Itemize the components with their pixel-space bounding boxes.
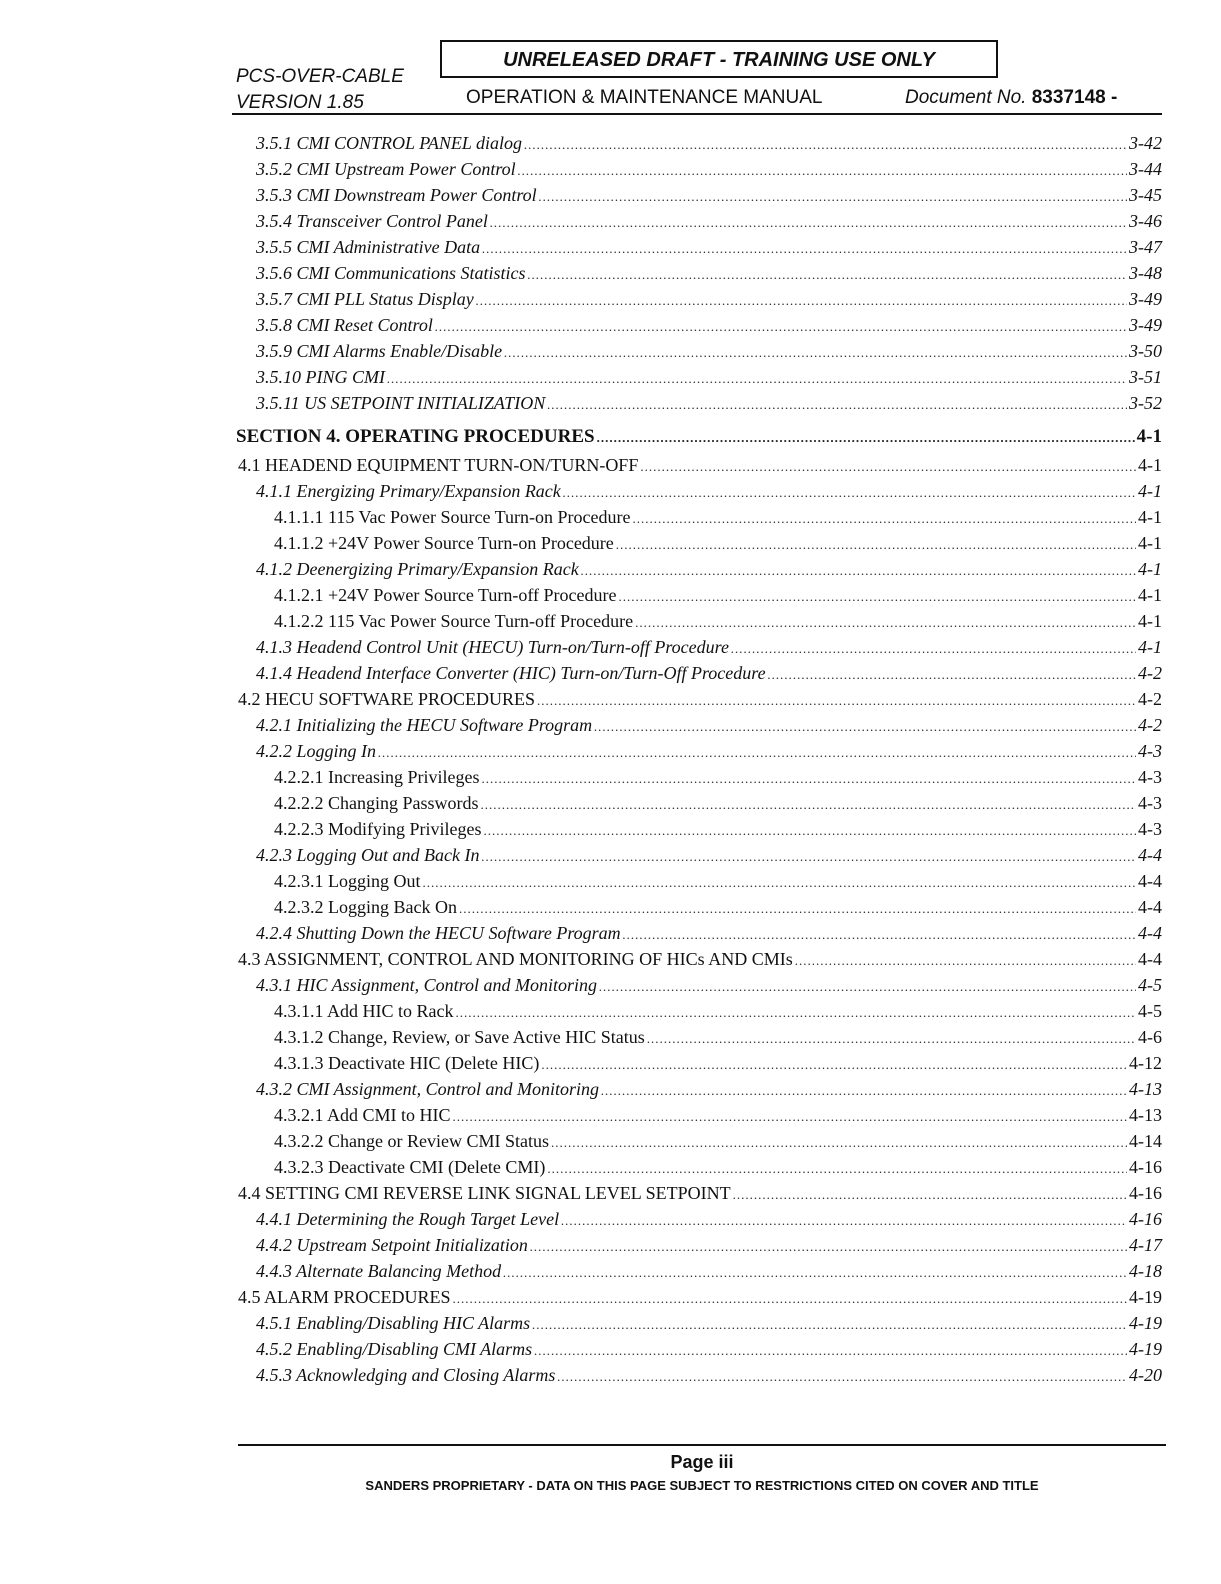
toc-entry-title: 4.1.4 Headend Interface Converter (HIC) Turn-on/Turn-Off Procedure [256,663,766,683]
draft-notice-box: UNRELEASED DRAFT - TRAINING USE ONLY [440,40,998,78]
toc-entry[interactable] [232,390,1162,416]
toc-dot-leader [557,1364,1127,1390]
toc-entry[interactable] [232,452,1162,478]
toc-dot-leader [537,688,1136,714]
toc-dot-leader [539,184,1127,210]
page-number: Page iii [670,1452,734,1472]
toc-entry-title: 3.5.11 US SETPOINT INITIALIZATION [256,393,546,413]
toc-dot-leader [597,423,1135,453]
toc-entry-title: 4.3.2.1 Add CMI to HIC [274,1105,451,1125]
toc-entry-title: 4.3.1.3 Deactivate HIC (Delete HIC) [274,1053,540,1073]
toc-entry-title: 4.3.2.3 Deactivate CMI (Delete CMI) [274,1157,546,1177]
toc-dot-leader [387,366,1127,392]
toc-entry-page: 3-49 [1129,289,1162,309]
toc-entry-page: 4-16 [1129,1183,1162,1203]
toc-entry[interactable] [232,1180,1162,1206]
toc-entry[interactable] [232,364,1162,390]
toc-entry-title: 4.4.3 Alternate Balancing Method [256,1261,502,1281]
document-number-block [905,87,1117,109]
toc-entry-page: 4-1 [1136,426,1162,447]
toc-entry-title: 3.5.6 CMI Communications Statistics [256,263,526,283]
toc-entry-page: 3-45 [1129,185,1162,205]
toc-entry-page: 4-5 [1138,1001,1162,1021]
toc-dot-leader [594,714,1136,740]
toc-entry-page: 4-2 [1138,663,1162,683]
toc-entry[interactable] [232,608,1162,634]
toc-dot-leader [547,392,1127,418]
toc-dot-leader [616,532,1136,558]
toc-dot-leader [623,922,1136,948]
toc-entry-page: 4-2 [1138,689,1162,709]
toc-dot-leader [484,818,1137,844]
toc-entry-page: 4-1 [1138,533,1162,553]
toc-entry[interactable] [232,1076,1162,1102]
toc-entry-title: 4.1.1 Energizing Primary/Expansion Rack [256,481,561,501]
toc-dot-leader [581,558,1136,584]
toc-dot-leader [503,1260,1127,1286]
toc-entry[interactable] [232,686,1162,712]
toc-entry[interactable] [232,1154,1162,1180]
toc-entry[interactable] [232,312,1162,338]
toc-entry[interactable] [232,1024,1162,1050]
toc-entry[interactable] [232,1050,1162,1076]
toc-dot-leader [601,1078,1127,1104]
toc-entry-page: 4-19 [1129,1313,1162,1333]
toc-entry[interactable] [232,286,1162,312]
toc-dot-leader [618,584,1136,610]
toc-entry[interactable] [232,946,1162,972]
toc-entry[interactable] [232,1258,1162,1284]
toc-entry-title: 4.1.2 Deenergizing Primary/Expansion Rack [256,559,579,579]
toc-entry-title: 4.1.1.2 +24V Power Source Turn-on Procedure [274,533,614,553]
toc-entry-title: 4.1.2.2 115 Vac Power Source Turn-off Procedure [274,611,634,631]
toc-entry[interactable] [232,764,1162,790]
toc-entry[interactable] [232,1336,1162,1362]
toc-entry-title: 4.2.2.2 Changing Passwords [274,793,479,813]
toc-entry[interactable] [232,1102,1162,1128]
toc-entry-page: 4-14 [1129,1131,1162,1151]
toc-entry-title: 4.2.2.3 Modifying Privileges [274,819,482,839]
toc-entry[interactable] [232,1284,1162,1310]
toc-entry-page: 4-1 [1138,585,1162,605]
proprietary-notice: SANDERS PROPRIETARY - DATA ON THIS PAGE SUBJECT TO RESTRICTIONS CITED ON COVER AND TITLE [365,1478,1039,1493]
toc-entry-page: 4-19 [1129,1339,1162,1359]
toc-entry-page: 4-13 [1129,1105,1162,1125]
toc-entry[interactable] [232,556,1162,582]
toc-entry[interactable] [232,1310,1162,1336]
toc-entry-page: 4-19 [1129,1287,1162,1307]
toc-dot-leader [456,1000,1137,1026]
toc-entry-title: 4.1.2.1 +24V Power Source Turn-off Procedure [274,585,617,605]
toc-entry[interactable] [232,634,1162,660]
toc-entry-title: 4.3.2 CMI Assignment, Control and Monitoring [256,1079,600,1099]
toc-entry-title: 4.2.4 Shutting Down the HECU Software Program [256,923,621,943]
toc-dot-leader [647,1026,1136,1052]
toc-entry-title: 4.2.2.1 Increasing Privileges [274,767,480,787]
header-divider [232,113,1162,115]
toc-entry-page: 4-4 [1138,897,1162,917]
toc-dot-leader [534,1338,1127,1364]
toc-dot-leader [547,1156,1127,1182]
toc-dot-leader [530,1234,1127,1260]
toc-dot-leader [453,1286,1127,1312]
toc-dot-leader [476,288,1127,314]
toc-entry-page: 4-20 [1129,1365,1162,1385]
toc-entry-page: 3-48 [1129,263,1162,283]
toc-entry-title: 3.5.9 CMI Alarms Enable/Disable [256,341,503,361]
toc-entry-page: 4-3 [1138,793,1162,813]
toc-dot-leader [731,636,1136,662]
document-number: 8337148 - [1031,87,1118,108]
toc-dot-leader [768,662,1136,688]
toc-entry-page: 3-44 [1129,159,1162,179]
toc-entry-page: 3-50 [1129,341,1162,361]
toc-entry-page: 4-17 [1129,1235,1162,1255]
toc-dot-leader [435,314,1127,340]
toc-entry[interactable] [232,712,1162,738]
toc-entry-page: 4-1 [1138,481,1162,501]
toc-entry-page: 4-2 [1138,715,1162,735]
toc-dot-leader [632,506,1136,532]
toc-entry-page: 3-52 [1129,393,1162,413]
toc-entry-title: 4.5.3 Acknowledging and Closing Alarms [256,1365,556,1385]
toc-entry[interactable] [232,478,1162,504]
toc-entry-title: 4.1.3 Headend Control Unit (HECU) Turn-on/Turn-off Procedure [256,637,729,657]
toc-dot-leader [532,1312,1127,1338]
toc-entry-page: 3-42 [1129,133,1162,153]
toc-entry[interactable] [232,842,1162,868]
product-name: PCS-OVER-CABLE [236,66,404,87]
toc-entry-title: 4.4.1 Determining the Rough Target Level [256,1209,560,1229]
toc-dot-leader [733,1182,1127,1208]
toc-entry-page: 3-47 [1129,237,1162,257]
toc-entry-title: 4.5.1 Enabling/Disabling HIC Alarms [256,1313,531,1333]
toc-dot-leader [490,210,1127,236]
toc-entry-page: 4-4 [1138,923,1162,943]
toc-dot-leader [795,948,1136,974]
toc-entry[interactable] [232,1232,1162,1258]
toc-entry-page: 4-16 [1129,1209,1162,1229]
toc-dot-leader [599,974,1136,1000]
toc-entry-page: 4-16 [1129,1157,1162,1177]
toc-entry-page: 4-1 [1138,637,1162,657]
toc-entry-page: 4-3 [1138,741,1162,761]
toc-entry-title: 4.2.1 Initializing the HECU Software Program [256,715,593,735]
toc-entry[interactable] [232,182,1162,208]
toc-entry[interactable] [232,920,1162,946]
toc-entry-page: 4-12 [1129,1053,1162,1073]
toc-entry-title: 4.2.2 Logging In [256,741,377,761]
toc-dot-leader [551,1130,1127,1156]
toc-entry-title: 4.4 SETTING CMI REVERSE LINK SIGNAL LEVEL SETPOINT [238,1183,731,1203]
toc-dot-leader [635,610,1136,636]
toc-dot-leader [378,740,1136,766]
toc-entry-page: 3-49 [1129,315,1162,335]
toc-entry-page: 4-1 [1138,559,1162,579]
toc-entry[interactable] [232,998,1162,1024]
toc-entry-title: 4.3.2.2 Change or Review CMI Status [274,1131,549,1151]
toc-entry-title: 3.5.8 CMI Reset Control [256,315,433,335]
toc-entry[interactable] [232,972,1162,998]
toc-entry[interactable] [232,790,1162,816]
toc-entry-page: 4-5 [1138,975,1162,995]
toc-entry[interactable] [232,894,1162,920]
toc-entry-title: 3.5.10 PING CMI [256,367,385,387]
header-product-block [236,64,404,116]
toc-entry[interactable] [232,130,1162,156]
toc-entry[interactable] [232,816,1162,842]
toc-dot-leader [453,1104,1127,1130]
toc-entry-title: SECTION 4. OPERATING PROCEDURES [236,426,595,447]
toc-dot-leader [481,844,1136,870]
toc-entry[interactable] [232,422,1162,452]
toc-entry[interactable] [232,234,1162,260]
toc-entry[interactable] [232,338,1162,364]
toc-entry-page: 4-1 [1138,455,1162,475]
toc-entry-page: 4-18 [1129,1261,1162,1281]
toc-entry-title: 4.2.3 Logging Out and Back In [256,845,480,865]
toc-entry[interactable] [232,660,1162,686]
toc-entry-page: 4-1 [1138,611,1162,631]
toc-dot-leader [482,236,1127,262]
manual-title: OPERATION & MAINTENANCE MANUAL [466,87,823,108]
toc-entry-page: 3-51 [1129,367,1162,387]
toc-entry-page: 4-3 [1138,767,1162,787]
toc-entry-page: 4-3 [1138,819,1162,839]
toc-entry[interactable] [232,1206,1162,1232]
toc-entry-page: 4-4 [1138,871,1162,891]
toc-entry[interactable] [232,156,1162,182]
toc-entry[interactable] [232,868,1162,894]
toc-entry[interactable] [232,1128,1162,1154]
toc-entry[interactable] [232,260,1162,286]
toc-dot-leader [518,158,1127,184]
toc-entry[interactable] [232,530,1162,556]
toc-dot-leader [459,896,1136,922]
toc-entry-title: 3.5.1 CMI CONTROL PANEL dialog [256,133,523,153]
toc-entry-page: 3-46 [1129,211,1162,231]
toc-dot-leader [481,792,1136,818]
toc-entry-title: 4.3.1.2 Change, Review, or Save Active HIC Status [274,1027,645,1047]
toc-dot-leader [528,262,1128,288]
toc-entry-title: 3.5.2 CMI Upstream Power Control [256,159,516,179]
toc-dot-leader [541,1052,1127,1078]
toc-entry-title: 3.5.5 CMI Administrative Data [256,237,481,257]
toc-entry[interactable] [232,738,1162,764]
toc-entry[interactable] [232,1362,1162,1388]
toc-entry-title: 3.5.7 CMI PLL Status Display [256,289,474,309]
toc-dot-leader [561,1208,1127,1234]
toc-entry-title: 4.3.1.1 Add HIC to Rack [274,1001,454,1021]
toc-entry-page: 4-6 [1138,1027,1162,1047]
toc-entry-title: 4.4.2 Upstream Setpoint Initialization [256,1235,528,1255]
toc-entry-page: 4-13 [1129,1079,1162,1099]
toc-entry-page: 4-4 [1138,949,1162,969]
toc-entry-title: 4.1 HEADEND EQUIPMENT TURN-ON/TURN-OFF [238,455,639,475]
product-version: VERSION 1.85 [236,92,364,113]
toc-dot-leader [504,340,1127,366]
toc-entry-page: 4-4 [1138,845,1162,865]
toc-entry[interactable] [232,504,1162,530]
document-number-label: Document No. [905,87,1027,108]
toc-entry-title: 3.5.3 CMI Downstream Power Control [256,185,537,205]
toc-entry-title: 4.2.3.1 Logging Out [274,871,421,891]
toc-dot-leader [524,132,1127,158]
toc-entry-title: 4.2.3.2 Logging Back On [274,897,457,917]
toc-entry[interactable] [232,582,1162,608]
table-of-contents [232,130,1162,1388]
toc-entry-title: 3.5.4 Transceiver Control Panel [256,211,488,231]
toc-dot-leader [640,454,1136,480]
toc-entry-page: 4-1 [1138,507,1162,527]
toc-dot-leader [563,480,1136,506]
toc-entry-title: 4.3 ASSIGNMENT, CONTROL AND MONITORING OF HICs AND CMIs [238,949,793,969]
toc-entry-title: 4.2 HECU SOFTWARE PROCEDURES [238,689,536,709]
toc-dot-leader [481,766,1136,792]
toc-entry[interactable] [232,208,1162,234]
footer-divider [238,1444,1166,1446]
toc-entry-title: 4.5.2 Enabling/Disabling CMI Alarms [256,1339,533,1359]
toc-entry-title: 4.1.1.1 115 Vac Power Source Turn-on Procedure [274,507,631,527]
toc-dot-leader [423,870,1137,896]
toc-entry-title: 4.3.1 HIC Assignment, Control and Monitoring [256,975,598,995]
toc-entry-title: 4.5 ALARM PROCEDURES [238,1287,451,1307]
